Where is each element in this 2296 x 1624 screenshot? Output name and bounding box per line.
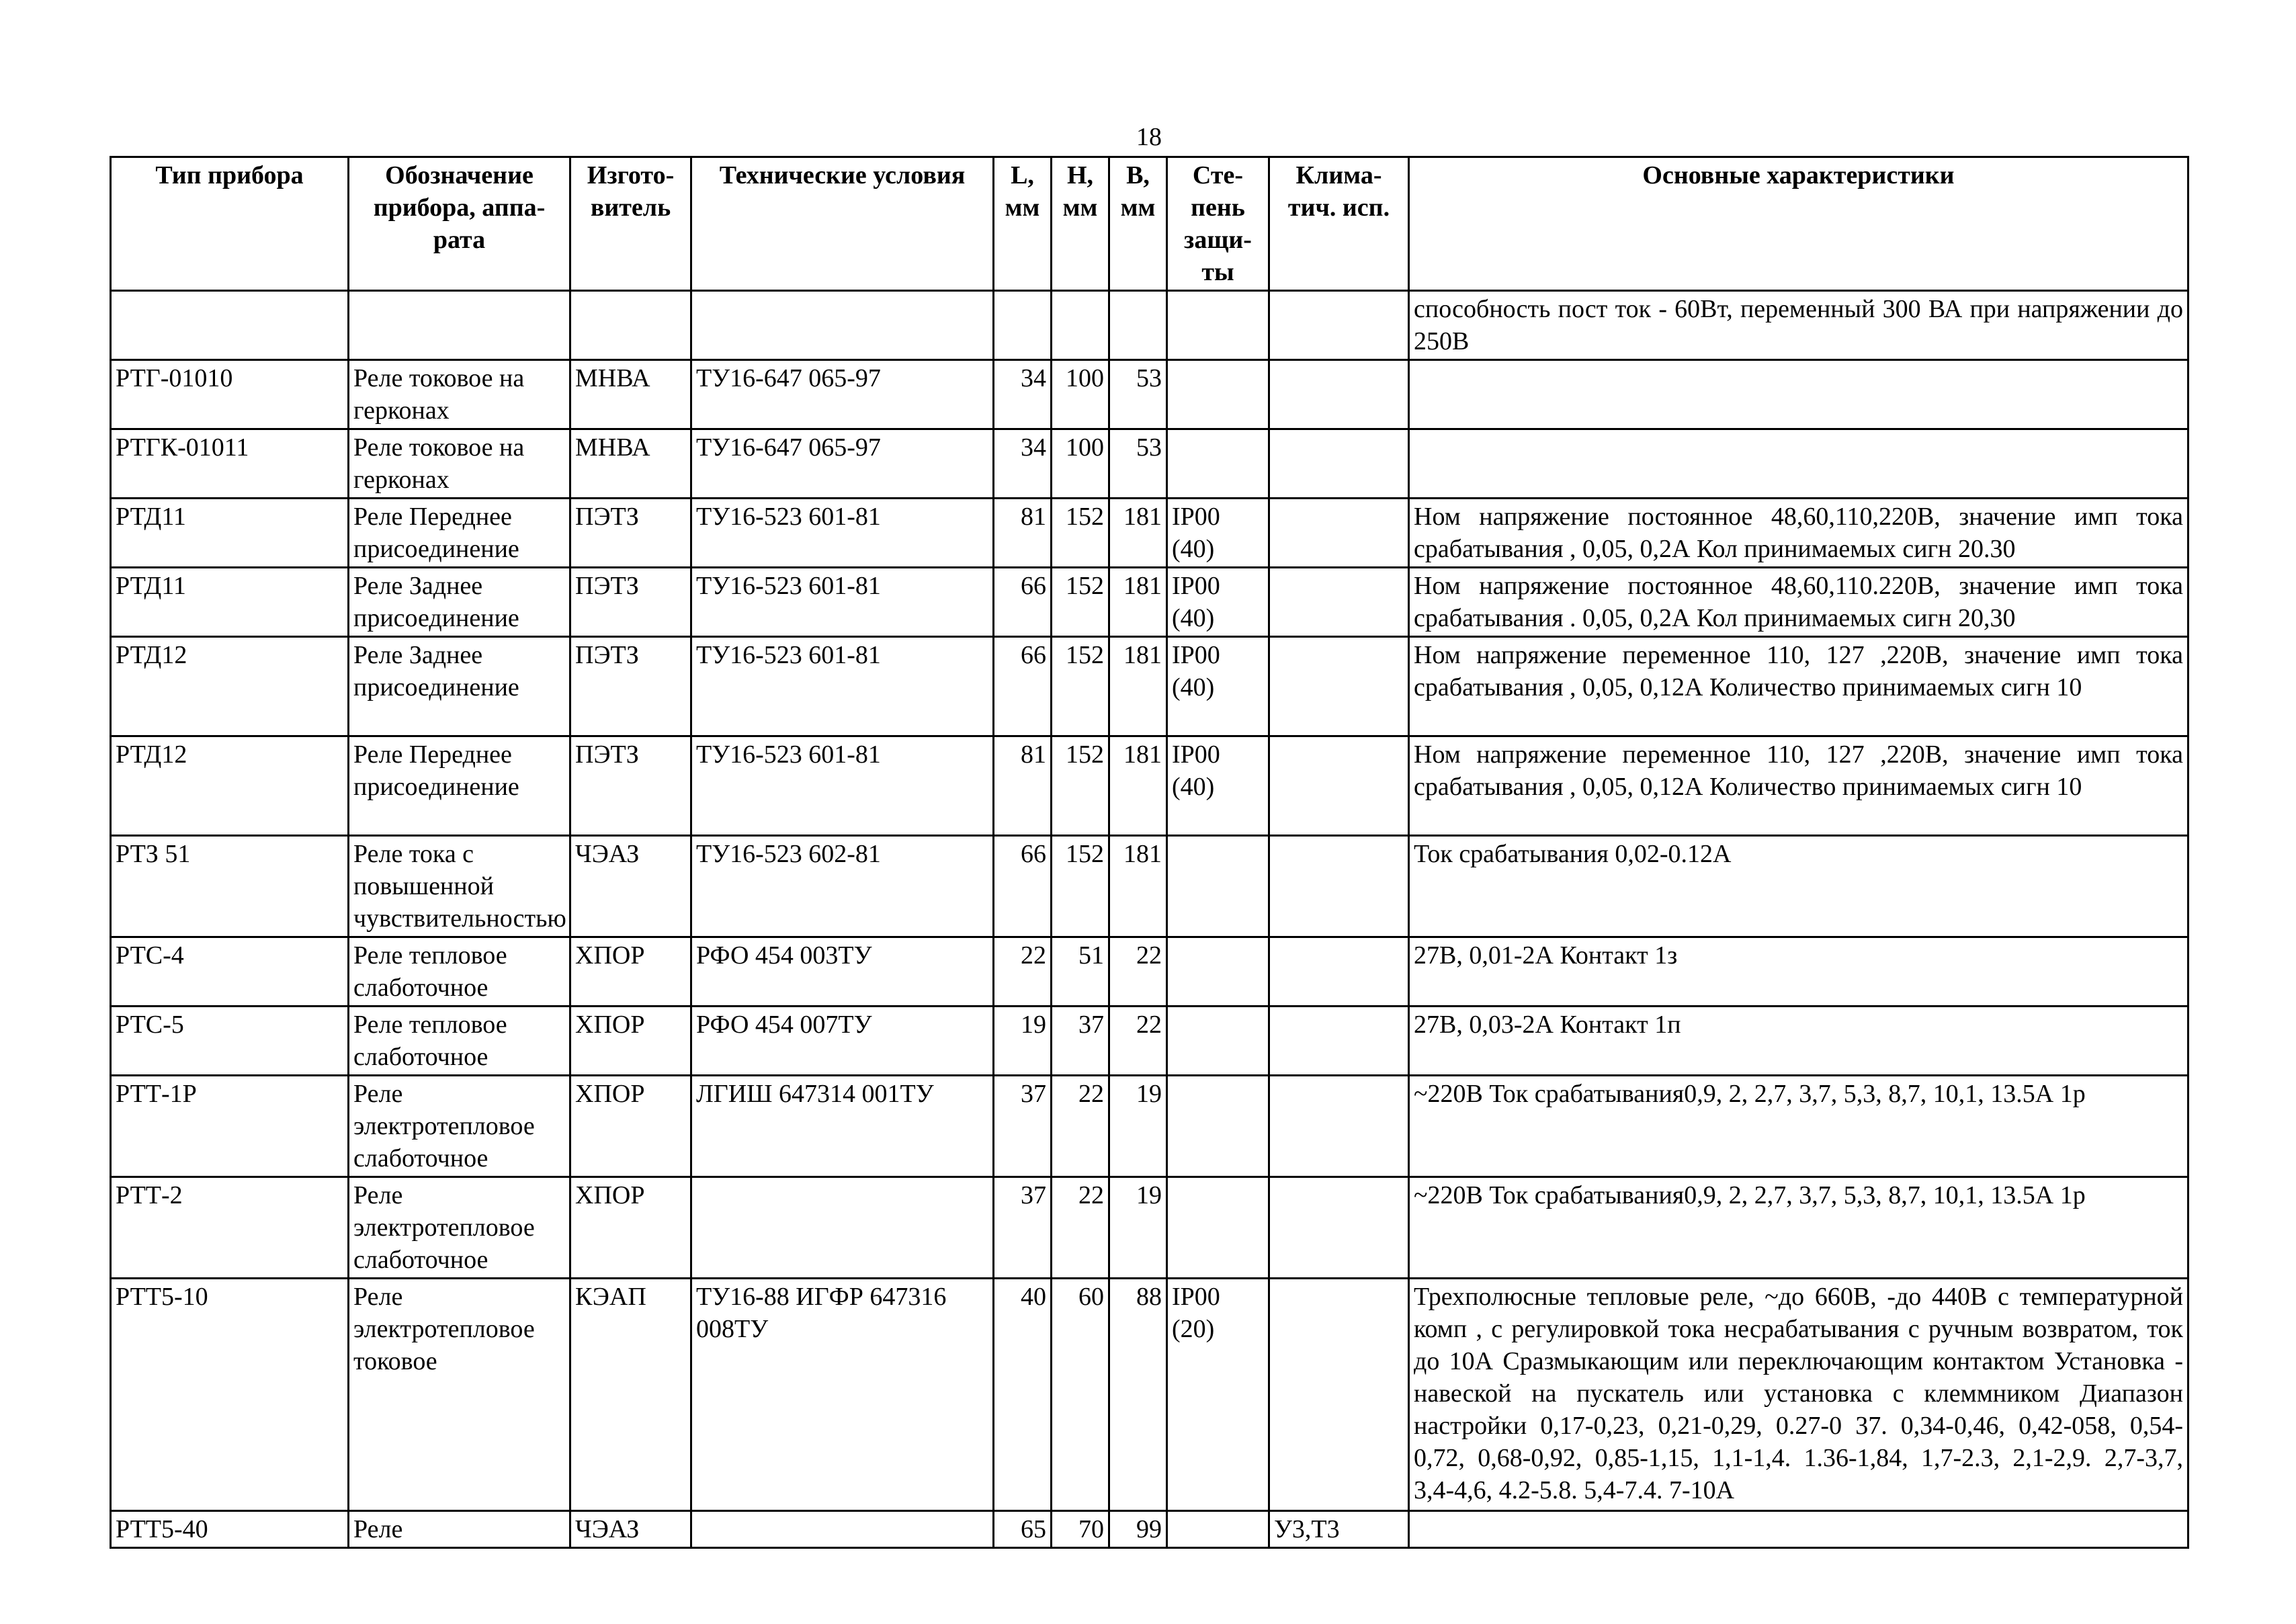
table-row (111, 291, 2188, 360)
cell-designation: Реле Переднее присоединение (349, 736, 570, 836)
cell-protection (1167, 937, 1269, 1007)
cell-climate (1269, 429, 1409, 499)
cell-b: 181 (1109, 637, 1167, 736)
cell-maker (570, 291, 691, 360)
header-characteristics: Основные характеристики (1409, 157, 2188, 291)
cell-maker: ХПОР (570, 1007, 691, 1076)
cell-climate (1269, 836, 1409, 937)
cell-spec: ТУ16-88 ИГФР 647316 008ТУ (691, 1279, 994, 1511)
cell-l: 37 (994, 1177, 1052, 1279)
cell-spec: ЛГИШ 647314 001ТУ (691, 1076, 994, 1177)
table-row (111, 499, 2188, 568)
cell-l: 66 (994, 568, 1052, 637)
header-maker: Изгото-витель (570, 157, 691, 291)
header-type: Тип прибора (111, 157, 349, 291)
header-spec: Технические условия (691, 157, 994, 291)
cell-l: 81 (994, 736, 1052, 836)
cell-characteristics: ~220В Ток срабатывания0,9, 2, 2,7, 3,7, 5,3, 8,7, 10,1, 13.5А 1р (1409, 1177, 2188, 1279)
cell-b (1109, 291, 1167, 360)
cell-spec: ТУ16-523 601-81 (691, 736, 994, 836)
cell-type: РТТ-1Р (111, 1076, 349, 1177)
cell-climate: У3,Т3 (1269, 1511, 1409, 1548)
cell-h: 100 (1052, 360, 1109, 429)
cell-spec: РФО 454 007ТУ (691, 1007, 994, 1076)
cell-type (111, 291, 349, 360)
cell-spec (691, 291, 994, 360)
cell-type: РТТ-2 (111, 1177, 349, 1279)
cell-l: 40 (994, 1279, 1052, 1511)
cell-protection: IP00 (40) (1167, 637, 1269, 736)
header-b: B, мм (1109, 157, 1167, 291)
cell-protection: IP00 (20) (1167, 1279, 1269, 1511)
cell-spec: РФО 454 003ТУ (691, 937, 994, 1007)
cell-protection (1167, 836, 1269, 937)
cell-b: 181 (1109, 568, 1167, 637)
cell-type: РТЗ 51 (111, 836, 349, 937)
cell-l: 37 (994, 1076, 1052, 1177)
cell-b: 53 (1109, 360, 1167, 429)
cell-characteristics: Ном напряжение постоянное 48,60,110.220В, значение имп тока срабатывания . 0,05, 0,2А Кол принимаемых сигн 20,30 (1409, 568, 2188, 637)
cell-protection (1167, 1511, 1269, 1548)
cell-b: 99 (1109, 1511, 1167, 1548)
table-row (111, 568, 2188, 637)
cell-type: РТС-5 (111, 1007, 349, 1076)
cell-spec: ТУ16-647 065-97 (691, 360, 994, 429)
cell-l: 34 (994, 360, 1052, 429)
cell-l (994, 291, 1052, 360)
cell-spec (691, 1511, 994, 1548)
cell-characteristics: способность пост ток - 60Вт, переменный 300 ВА при напряжении до 250В (1409, 291, 2188, 360)
cell-h: 22 (1052, 1177, 1109, 1279)
cell-h: 70 (1052, 1511, 1109, 1548)
cell-maker: ХПОР (570, 1076, 691, 1177)
cell-h (1052, 291, 1109, 360)
cell-designation: Реле токовое на герконах (349, 429, 570, 499)
cell-l: 19 (994, 1007, 1052, 1076)
cell-h: 100 (1052, 429, 1109, 499)
cell-designation: Реле (349, 1511, 570, 1548)
cell-designation: Реле токовое на герконах (349, 360, 570, 429)
cell-protection (1167, 1076, 1269, 1177)
cell-climate (1269, 568, 1409, 637)
cell-l: 81 (994, 499, 1052, 568)
cell-designation: Реле тепловое слаботочное (349, 937, 570, 1007)
table-row (111, 937, 2188, 1007)
cell-characteristics: Ном напряжение постоянное 48,60,110,220В, значение имп тока срабатывания , 0,05, 0,2А Кол принимаемых сигн 20.30 (1409, 499, 2188, 568)
table-row (111, 1076, 2188, 1177)
cell-h: 22 (1052, 1076, 1109, 1177)
cell-b: 22 (1109, 1007, 1167, 1076)
cell-type: РТД12 (111, 637, 349, 736)
table-row (111, 836, 2188, 937)
cell-protection (1167, 360, 1269, 429)
cell-b: 19 (1109, 1076, 1167, 1177)
cell-type: РТГК-01011 (111, 429, 349, 499)
cell-characteristics (1409, 360, 2188, 429)
cell-maker: ЧЭАЗ (570, 1511, 691, 1548)
cell-type: РТД12 (111, 736, 349, 836)
cell-b: 181 (1109, 736, 1167, 836)
cell-climate (1269, 937, 1409, 1007)
table-row (111, 429, 2188, 499)
table-row (111, 1511, 2188, 1548)
cell-characteristics (1409, 1511, 2188, 1548)
cell-climate (1269, 736, 1409, 836)
cell-h: 60 (1052, 1279, 1109, 1511)
cell-climate (1269, 499, 1409, 568)
cell-maker: ХПОР (570, 937, 691, 1007)
cell-b: 181 (1109, 499, 1167, 568)
cell-l: 66 (994, 836, 1052, 937)
cell-characteristics: Ток срабатывания 0,02-0.12А (1409, 836, 2188, 937)
cell-b: 88 (1109, 1279, 1167, 1511)
cell-h: 152 (1052, 568, 1109, 637)
cell-spec: ТУ16-647 065-97 (691, 429, 994, 499)
cell-b: 53 (1109, 429, 1167, 499)
cell-maker: ПЭТЗ (570, 499, 691, 568)
cell-maker: ПЭТЗ (570, 736, 691, 836)
cell-b: 181 (1109, 836, 1167, 937)
cell-protection (1167, 429, 1269, 499)
cell-type: РТС-4 (111, 937, 349, 1007)
header-h: H, мм (1052, 157, 1109, 291)
cell-type: РТТ5-10 (111, 1279, 349, 1511)
header-protection: Сте-пень защи-ты (1167, 157, 1269, 291)
cell-l: 65 (994, 1511, 1052, 1548)
cell-climate (1269, 637, 1409, 736)
cell-maker: МНВА (570, 360, 691, 429)
cell-climate (1269, 360, 1409, 429)
cell-h: 152 (1052, 499, 1109, 568)
cell-designation: Реле электротепловое слаботочное (349, 1177, 570, 1279)
cell-spec: ТУ16-523 601-81 (691, 499, 994, 568)
cell-h: 51 (1052, 937, 1109, 1007)
cell-maker: КЭАП (570, 1279, 691, 1511)
cell-spec (691, 1177, 994, 1279)
cell-climate (1269, 291, 1409, 360)
cell-designation: Реле электротепловое слаботочное (349, 1076, 570, 1177)
cell-characteristics: 27В, 0,03-2А Контакт 1п (1409, 1007, 2188, 1076)
cell-protection: IP00 (40) (1167, 499, 1269, 568)
cell-spec: ТУ16-523 601-81 (691, 568, 994, 637)
table-row (111, 360, 2188, 429)
cell-protection (1167, 1007, 1269, 1076)
header-designation: Обозначение прибора, аппа-рата (349, 157, 570, 291)
cell-maker: ХПОР (570, 1177, 691, 1279)
cell-spec: ТУ16-523 602-81 (691, 836, 994, 937)
relay-spec-table (110, 156, 2189, 1549)
table-row (111, 1279, 2188, 1511)
cell-b: 19 (1109, 1177, 1167, 1279)
cell-protection (1167, 1177, 1269, 1279)
table-row (111, 1007, 2188, 1076)
cell-h: 152 (1052, 836, 1109, 937)
header-row (111, 157, 2188, 291)
cell-l: 66 (994, 637, 1052, 736)
cell-type: РТГ-01010 (111, 360, 349, 429)
cell-maker: ПЭТЗ (570, 637, 691, 736)
cell-maker: ПЭТЗ (570, 568, 691, 637)
cell-h: 152 (1052, 637, 1109, 736)
cell-type: РТТ5-40 (111, 1511, 349, 1548)
cell-spec: ТУ16-523 601-81 (691, 637, 994, 736)
cell-protection: IP00 (40) (1167, 736, 1269, 836)
header-l: L, мм (994, 157, 1052, 291)
cell-l: 34 (994, 429, 1052, 499)
cell-maker: ЧЭАЗ (570, 836, 691, 937)
cell-characteristics (1409, 429, 2188, 499)
cell-designation: Реле Заднее присоединение (349, 637, 570, 736)
cell-designation: Реле тепловое слаботочное (349, 1007, 570, 1076)
cell-h: 152 (1052, 736, 1109, 836)
table-row (111, 637, 2188, 736)
cell-climate (1269, 1177, 1409, 1279)
cell-characteristics: Трехполюсные тепловые реле, ~до 660В, -до 440В с температурной комп , с регулировкой тока несрабатывания с ручным возвратом, ток до 10А Сразмыкающим или переключающим контактом Установка - навеской на пускатель или установка с клеммником Диапазон настройки 0,17-0,23, 0,21-0,29, 0.27-0 37. 0,34-0,46, 0,42-058, 0,54-0,72, 0,68-0,92, 0,85-1,15, 1,1-1,4. 1.36-1,84, 1,7-2.3, 2,1-2,9. 2,7-3,7, 3,4-4,6, 4.2-5.8. 5,4-7.4. 7-10А (1409, 1279, 2188, 1511)
cell-climate (1269, 1279, 1409, 1511)
cell-type: РТД11 (111, 568, 349, 637)
cell-designation: Реле Переднее присоединение (349, 499, 570, 568)
cell-h: 37 (1052, 1007, 1109, 1076)
cell-protection: IP00 (40) (1167, 568, 1269, 637)
cell-designation: Реле Заднее присоединение (349, 568, 570, 637)
cell-designation: Реле электротепловое токовое (349, 1279, 570, 1511)
page-number: 18 (1136, 123, 1162, 151)
cell-designation: Реле тока с повышенной чувствительностью (349, 836, 570, 937)
cell-type: РТД11 (111, 499, 349, 568)
cell-characteristics: ~220В Ток срабатывания0,9, 2, 2,7, 3,7, 5,3, 8,7, 10,1, 13.5А 1р (1409, 1076, 2188, 1177)
table-row (111, 736, 2188, 836)
cell-maker: МНВА (570, 429, 691, 499)
cell-climate (1269, 1076, 1409, 1177)
cell-b: 22 (1109, 937, 1167, 1007)
cell-designation (349, 291, 570, 360)
header-climate: Клима-тич. исп. (1269, 157, 1409, 291)
cell-characteristics: 27В, 0,01-2А Контакт 1з (1409, 937, 2188, 1007)
cell-l: 22 (994, 937, 1052, 1007)
cell-climate (1269, 1007, 1409, 1076)
cell-protection (1167, 291, 1269, 360)
cell-characteristics: Ном напряжение переменное 110, 127 ,220В, значение имп тока срабатывания , 0,05, 0,12А Количество принимаемых сигн 10 (1409, 736, 2188, 836)
table-row (111, 1177, 2188, 1279)
cell-characteristics: Ном напряжение переменное 110, 127 ,220В, значение имп тока срабатывания , 0,05, 0,12А Количество принимаемых сигн 10 (1409, 637, 2188, 736)
